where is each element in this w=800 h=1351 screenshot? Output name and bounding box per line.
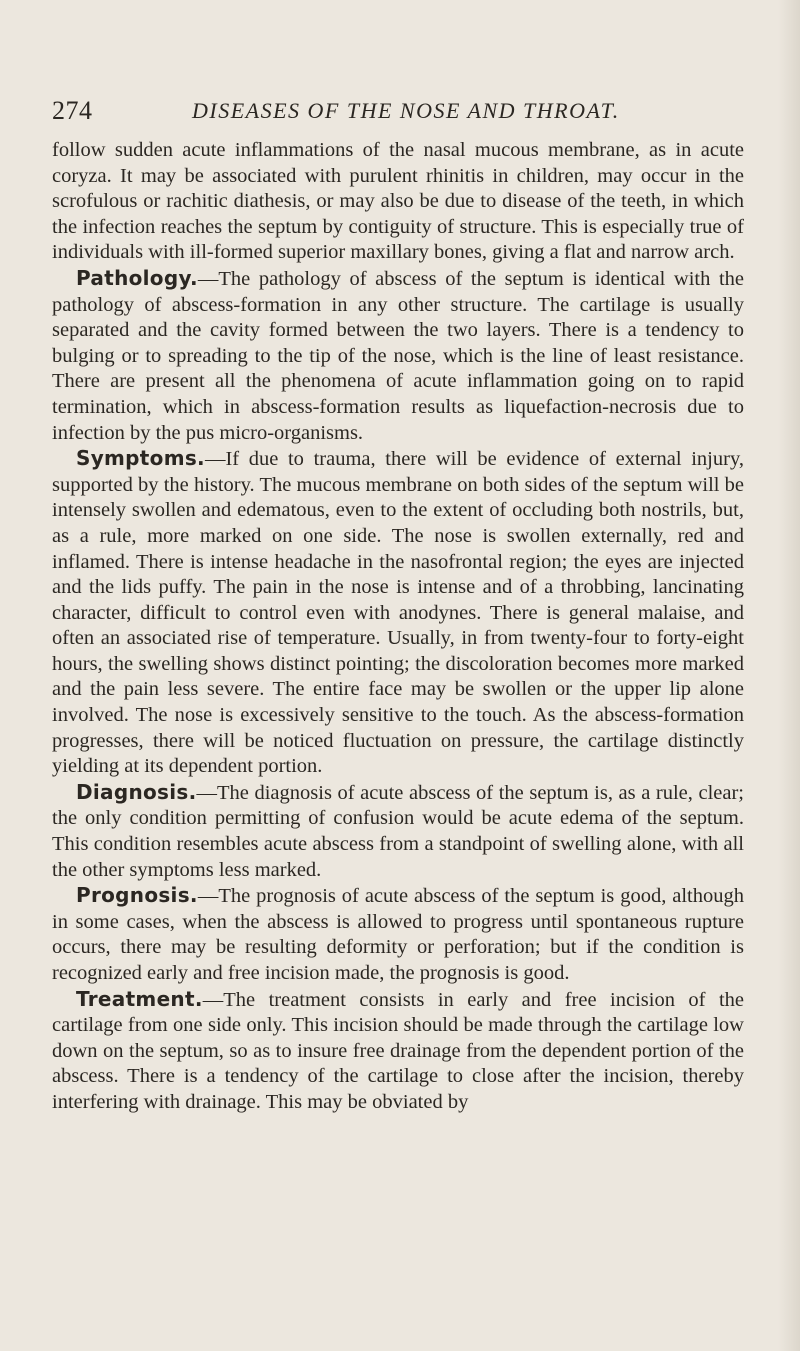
page-edge-shadow <box>778 0 800 1351</box>
section-heading-treatment: Treatment. <box>76 986 203 1011</box>
body-text <box>52 138 744 1116</box>
paragraph-diagnosis <box>52 780 744 883</box>
section-heading-symptoms: Symptoms. <box>76 446 205 471</box>
page-number: 274 <box>52 96 93 125</box>
paragraph-text: —The diagnosis of acute abscess of the septum is, as a rule, clear; the only condition permitting of confusion would be acute edema of the septum. This condition resembles acute abscess from a standpoint of swelling alone, with all the other symptoms less marked. <box>52 781 744 881</box>
paragraph-treatment <box>52 987 744 1116</box>
page-header <box>52 96 752 132</box>
section-heading-prognosis: Prognosis. <box>76 883 198 908</box>
paragraph-text: —If due to trauma, there will be evidence of external injury, supported by the history. The mucous membrane on both sides of the septum will be intensely swollen and edematous, even to the extent of occluding both nostrils, but, as a rule, more marked on one side. The nose is swollen externally, red and inflamed. There is intense headache in the nasofrontal region; the eyes are injected and the lids puffy. The pain in the nose is intense and of a throbbing, lancinating character, difficult to control even with anodynes. There is general malaise, and often an associated rise of temperature. Usually, in from twenty-four to forty-eight hours, the swelling shows distinct pointing; the discoloration becomes more marked and the pain less severe. The entire face may be swollen or the upper lip alone involved. The nose is excessively sensitive to the touch. As the abscess-formation progresses, there will be noticed fluctuation on pressure, the cartilage distinctly yielding at its dependent portion. <box>52 448 744 778</box>
paragraph-text: —The pathology of abscess of the septum is identical with the pathology of abscess-formation in any other structure. The cartilage is usually separated and the cavity formed between the two layers. There is a tendency to bulging or to spreading to the tip of the nose, which is the line of least resistance. There are present all the phenomena of acute inflammation going on to rapid termination, which in abscess-formation results as liquefaction-necrosis due to infection by the pus micro-organisms. <box>52 267 744 444</box>
paragraph-text: follow sudden acute inflammations of the nasal mucous membrane, as in acute coryza. It may be associated with purulent rhinitis in children, may occur in the scrofulous or rachitic diathesis, or may also be due to disease of the teeth, in which the infection reaches the septum by contiguity of structure. This is especially true of individuals with ill-formed superior maxillary bones, giving a flat and narrow arch. <box>52 139 744 264</box>
paragraph-pathology <box>52 266 744 446</box>
paragraph-prognosis <box>52 883 744 986</box>
paragraph-text: —The prognosis of acute abscess of the septum is good, although in some cases, when the abscess is allowed to progress until spontaneous rupture occurs, there may be resulting deformity or perforation; but if the condition is recognized early and free incision made, the prognosis is good. <box>52 885 744 984</box>
running-title: DISEASES OF THE NOSE AND THROAT. <box>192 98 620 123</box>
paragraph-intro <box>52 138 744 266</box>
section-heading-diagnosis: Diagnosis. <box>76 779 197 804</box>
paragraph-text: —The treatment consists in early and free incision of the cartilage from one side only. This incision should be made through the cartilage low down on the septum, so as to insure free drainage from the dependent portion of the abscess. There is a tendency of the cartilage to close after the incision, thereby interfering with drainage. This may be obviated by <box>52 988 744 1113</box>
section-heading-pathology: Pathology. <box>76 265 198 290</box>
paragraph-symptoms <box>52 446 744 780</box>
